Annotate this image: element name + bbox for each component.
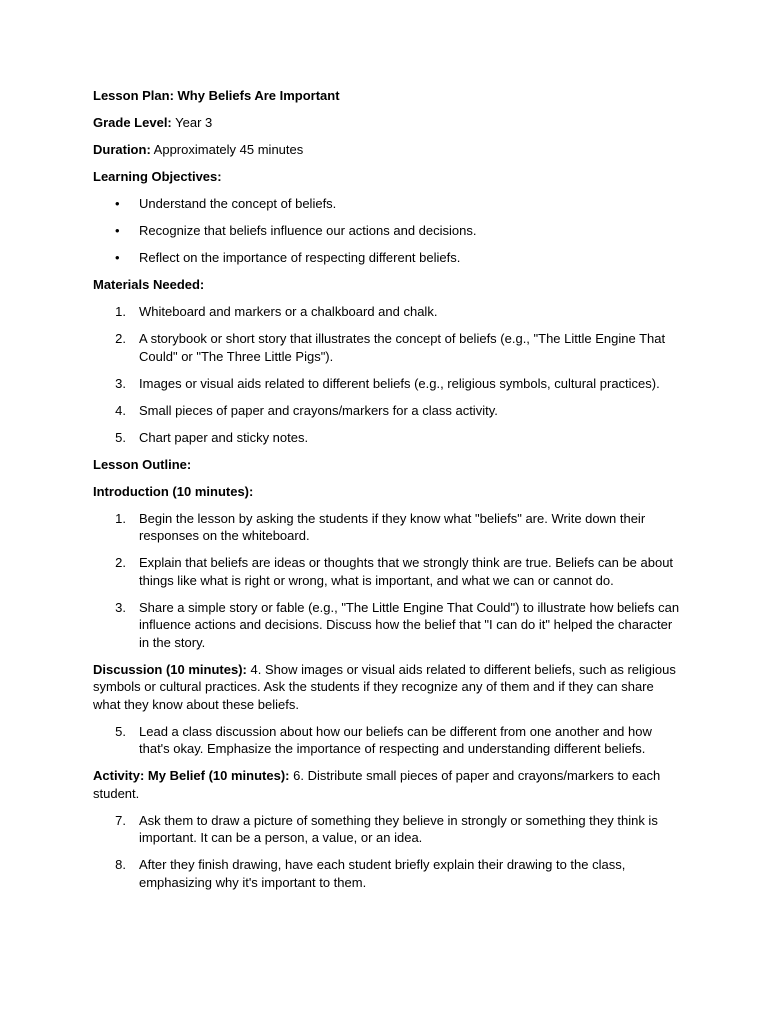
introduction-heading-text: Introduction (10 minutes): — [93, 483, 254, 499]
item-number: 1. — [115, 304, 126, 319]
list-item — [93, 330, 683, 365]
list-item — [93, 429, 683, 447]
list-item — [93, 375, 683, 393]
item-number: 3. — [115, 599, 126, 615]
item-number: 2. — [115, 555, 126, 570]
item-text: Share a simple story or fable (e.g., "The Little Engine That Could") to illustrate how beliefs can influence actions and decisions. Discuss how the belief that "I can do it" helped the character in the story. — [139, 599, 680, 650]
bullet-marker: • — [115, 250, 120, 265]
item-text: Whiteboard and markers or a chalkboard and chalk. — [139, 304, 438, 319]
item-text: Begin the lesson by asking the students if they know what "beliefs" are. Write down their responses on the whiteboard. — [139, 510, 646, 543]
document-body — [93, 87, 683, 901]
materials-list — [93, 303, 683, 446]
item-text: Small pieces of paper and crayons/markers for a class activity. — [139, 402, 498, 418]
activity-paragraph — [93, 767, 683, 802]
objective-text: Understand the concept of beliefs. — [139, 196, 337, 211]
introduction-list — [93, 510, 683, 652]
activity-text: 6. Distribute small pieces of paper and crayons/markers to each student. — [93, 768, 661, 801]
list-item — [93, 249, 683, 267]
objectives-list — [93, 195, 683, 267]
lesson-title-text: Lesson Plan: Why Beliefs Are Important — [93, 88, 340, 103]
list-item — [93, 723, 683, 758]
list-item — [93, 402, 683, 420]
list-item — [93, 599, 683, 652]
discussion-list — [93, 723, 683, 758]
discussion-paragraph — [93, 661, 683, 714]
duration — [93, 141, 683, 159]
item-text: Explain that beliefs are ideas or thoughts that we strongly think are true. Beliefs can be about things like what is right or wrong, what is important, and what we can or cannot do. — [139, 555, 674, 588]
item-number: 3. — [115, 375, 126, 391]
grade-level-label: Grade Level: — [93, 115, 172, 130]
activity-heading: Activity: My Belief (10 minutes): — [93, 768, 290, 783]
outline-heading-text: Lesson Outline: — [93, 456, 192, 472]
list-item — [93, 554, 683, 589]
item-number: 4. — [115, 402, 126, 418]
item-text: After they finish drawing, have each student briefly explain their drawing to the class, emphasizing why it's important to them. — [139, 857, 626, 890]
bullet-marker: • — [115, 196, 120, 211]
item-number: 2. — [115, 331, 126, 346]
list-item — [93, 303, 683, 321]
bullet-marker: • — [115, 223, 120, 238]
duration-value: Approximately 45 minutes — [150, 142, 304, 157]
list-item — [93, 856, 683, 891]
discussion-heading: Discussion (10 minutes): — [93, 661, 247, 677]
item-number: 7. — [115, 812, 126, 828]
objectives-heading — [93, 168, 683, 186]
item-text: Chart paper and sticky notes. — [139, 429, 309, 445]
item-number: 5. — [115, 723, 126, 739]
item-number: 5. — [115, 429, 126, 445]
list-item — [93, 510, 683, 545]
list-item — [93, 812, 683, 847]
objectives-heading-text: Learning Objectives: — [93, 169, 222, 184]
discussion-text: 4. Show images or visual aids related to different beliefs, such as religious symbols or cultural practices. Ask the students if they recognize any of them and if they can share what they know about these beliefs. — [93, 661, 676, 712]
lesson-title — [93, 87, 683, 105]
item-text: A storybook or short story that illustrates the concept of beliefs (e.g., "The Little Engine That Could" or "The Three Little Pigs"). — [139, 331, 666, 364]
list-item — [93, 222, 683, 240]
item-text: Images or visual aids related to different beliefs (e.g., religious symbols, cultural practices). — [139, 375, 660, 391]
duration-label: Duration: — [93, 142, 151, 157]
item-text: Lead a class discussion about how our beliefs can be different from one another and how that's okay. Emphasize the importance of respecting and understanding different beliefs. — [139, 723, 652, 756]
grade-level-value: Year 3 — [171, 115, 213, 130]
materials-heading-text: Materials Needed: — [93, 277, 205, 292]
objective-text: Recognize that beliefs influence our actions and decisions. — [139, 223, 477, 238]
objective-text: Reflect on the importance of respecting different beliefs. — [139, 250, 461, 265]
item-number: 8. — [115, 857, 126, 872]
activity-list — [93, 812, 683, 892]
materials-heading — [93, 276, 683, 294]
introduction-heading — [93, 483, 683, 501]
grade-level — [93, 114, 683, 132]
item-text: Ask them to draw a picture of something they believe in strongly or something they think is important. It can be a person, a value, or an idea. — [139, 812, 658, 845]
outline-heading — [93, 456, 683, 474]
item-number: 1. — [115, 510, 126, 526]
list-item — [93, 195, 683, 213]
